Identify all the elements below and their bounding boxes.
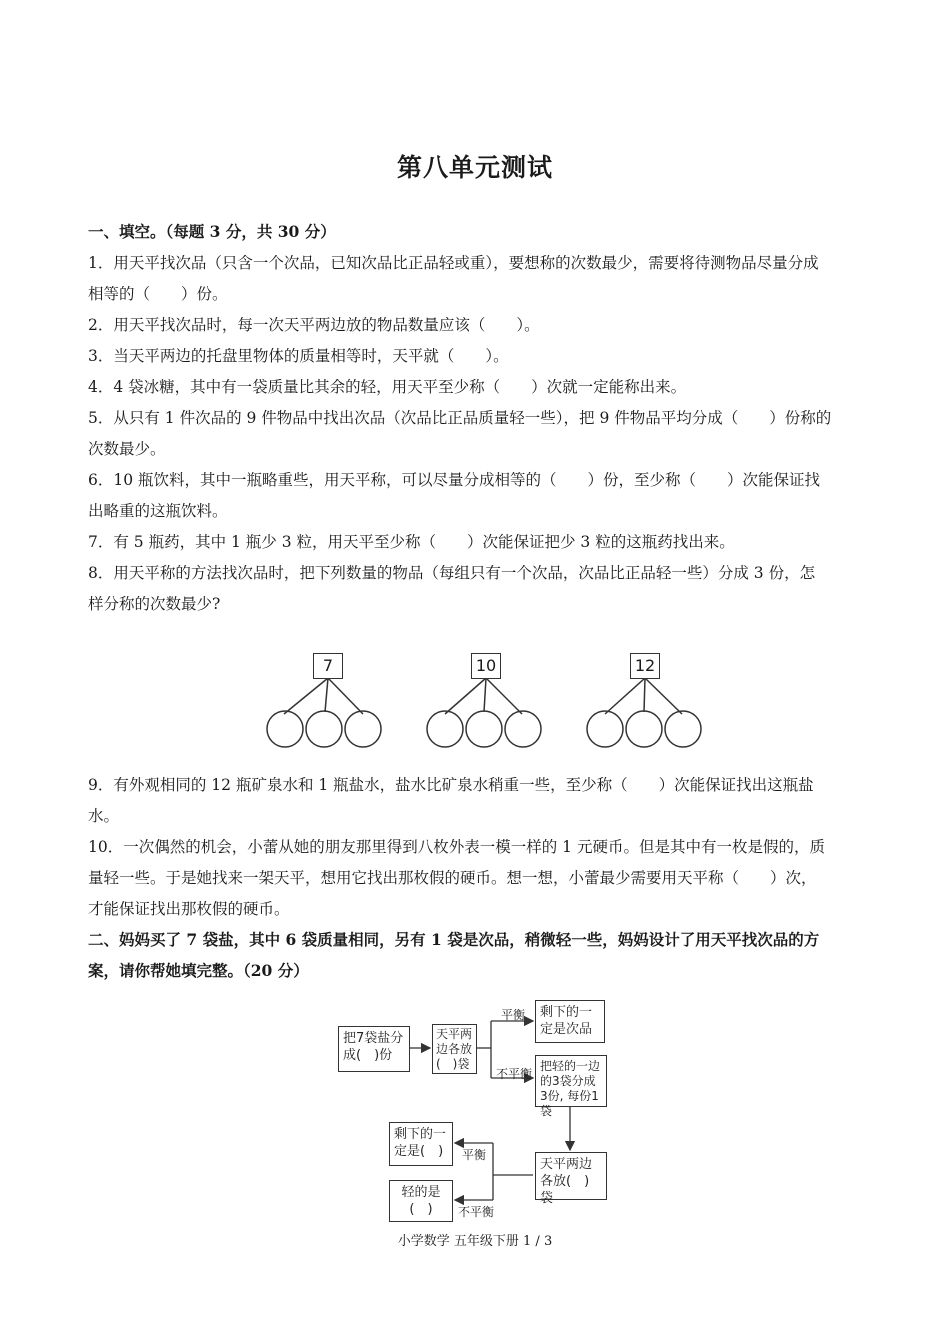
tree-root-box: 10 [471,653,501,679]
question-line: 样分称的次数最少? [88,595,221,613]
question-line: 水。 [88,807,120,825]
tree-root-box: 12 [630,653,660,679]
question-line: 6．10 瓶饮料，其中一瓶略重些，用天平称，可以尽量分成相等的（ ）份，至少称（ ）次能保证找 [88,471,821,489]
tree-1-lines [267,678,381,747]
tree-root-box: 7 [313,653,343,679]
flow-box-divide: 把7袋盐分成( )份 [338,1026,410,1072]
section1-heading: 一、填空。（每题 3 分，共 30 分） [88,222,336,241]
page-footer: 小学数学 五年级下册 1 / 3 [397,1234,553,1249]
question-line: 10．一次偶然的机会，小蕾从她的朋友那里得到八枚外表一模一样的 1 元硬币。但是其中有一枚是假的，质 [88,838,825,856]
question-line: 8．用天平称的方法找次品时，把下列数量的物品（每组只有一个次品，次品比正品轻一些）分成 3 份，怎 [88,564,816,582]
section2-heading: 案，请你帮她填完整。（20 分） [88,961,309,980]
flow-box-weigh-second: 天平两边各放( )袋 [535,1152,607,1200]
question-line: 3．当天平两边的托盘里物体的质量相等时，天平就（ ）。 [88,347,509,365]
flow-box-split-light: 把轻的一边的3袋分成3份, 每份1袋 [535,1055,607,1107]
page-title: 第八单元测试 [396,153,553,182]
question-line: 出略重的这瓶饮料。 [88,502,228,520]
question-line: 4．4 袋冰糖，其中有一袋质量比其余的轻，用天平至少称（ ）次就一定能称出来。 [88,378,687,396]
question-line: 量轻一些。于是她找来一架天平，想用它找出那枚假的硬币。想一想，小蕾最少需要用天平称（ ）次， [88,869,817,887]
section2-heading: 二、妈妈买了 7 袋盐，其中 6 袋质量相同，另有 1 袋是次品，稍微轻一些，妈妈设计了用天平找次品的方 [88,930,820,949]
question-line: 2．用天平找次品时，每一次天平两边放的物品数量应该（ ）。 [88,316,540,334]
question-line: 相等的（ ）份。 [88,285,228,303]
flow-box-weigh-first: 天平两边各放( )袋 [432,1024,477,1074]
flow-label-unbalanced: 不平衡 [458,1205,495,1219]
question-line: 5．从只有 1 件次品的 9 件物品中找出次品（次品比正品质量轻一些），把 9 件物品平均分成（ ）份称的 [88,409,832,427]
flow-box-remaining-defective: 剩下的一定是次品 [535,1000,605,1043]
tree-3-lines [587,678,701,747]
question-line: 次数最少。 [88,440,166,458]
flow-label-balanced: 平衡 [462,1148,487,1162]
flow-label-balanced: 平衡 [501,1008,526,1022]
tree-2-lines [427,678,541,747]
question-line: 9．有外观相同的 12 瓶矿泉水和 1 瓶盐水，盐水比矿泉水稍重一些，至少称（ ）次能保证找出这瓶盐 [88,776,814,794]
flow-box-light-result: 轻的是( ) [389,1180,453,1222]
flow-label-unbalanced: 不平衡 [496,1067,533,1081]
question-line: 7．有 5 瓶药，其中 1 瓶少 3 粒，用天平至少称（ ）次能保证把少 3 粒的这瓶药找出来。 [88,533,735,551]
question-line: 才能保证找出那枚假的硬币。 [88,900,290,918]
flow-box-remaining-result: 剩下的一定是( ) [389,1122,453,1166]
question-line: 1．用天平找次品（只含一个次品，已知次品比正品轻或重），要想称的次数最少，需要将待测物品尽量分成 [88,254,819,272]
